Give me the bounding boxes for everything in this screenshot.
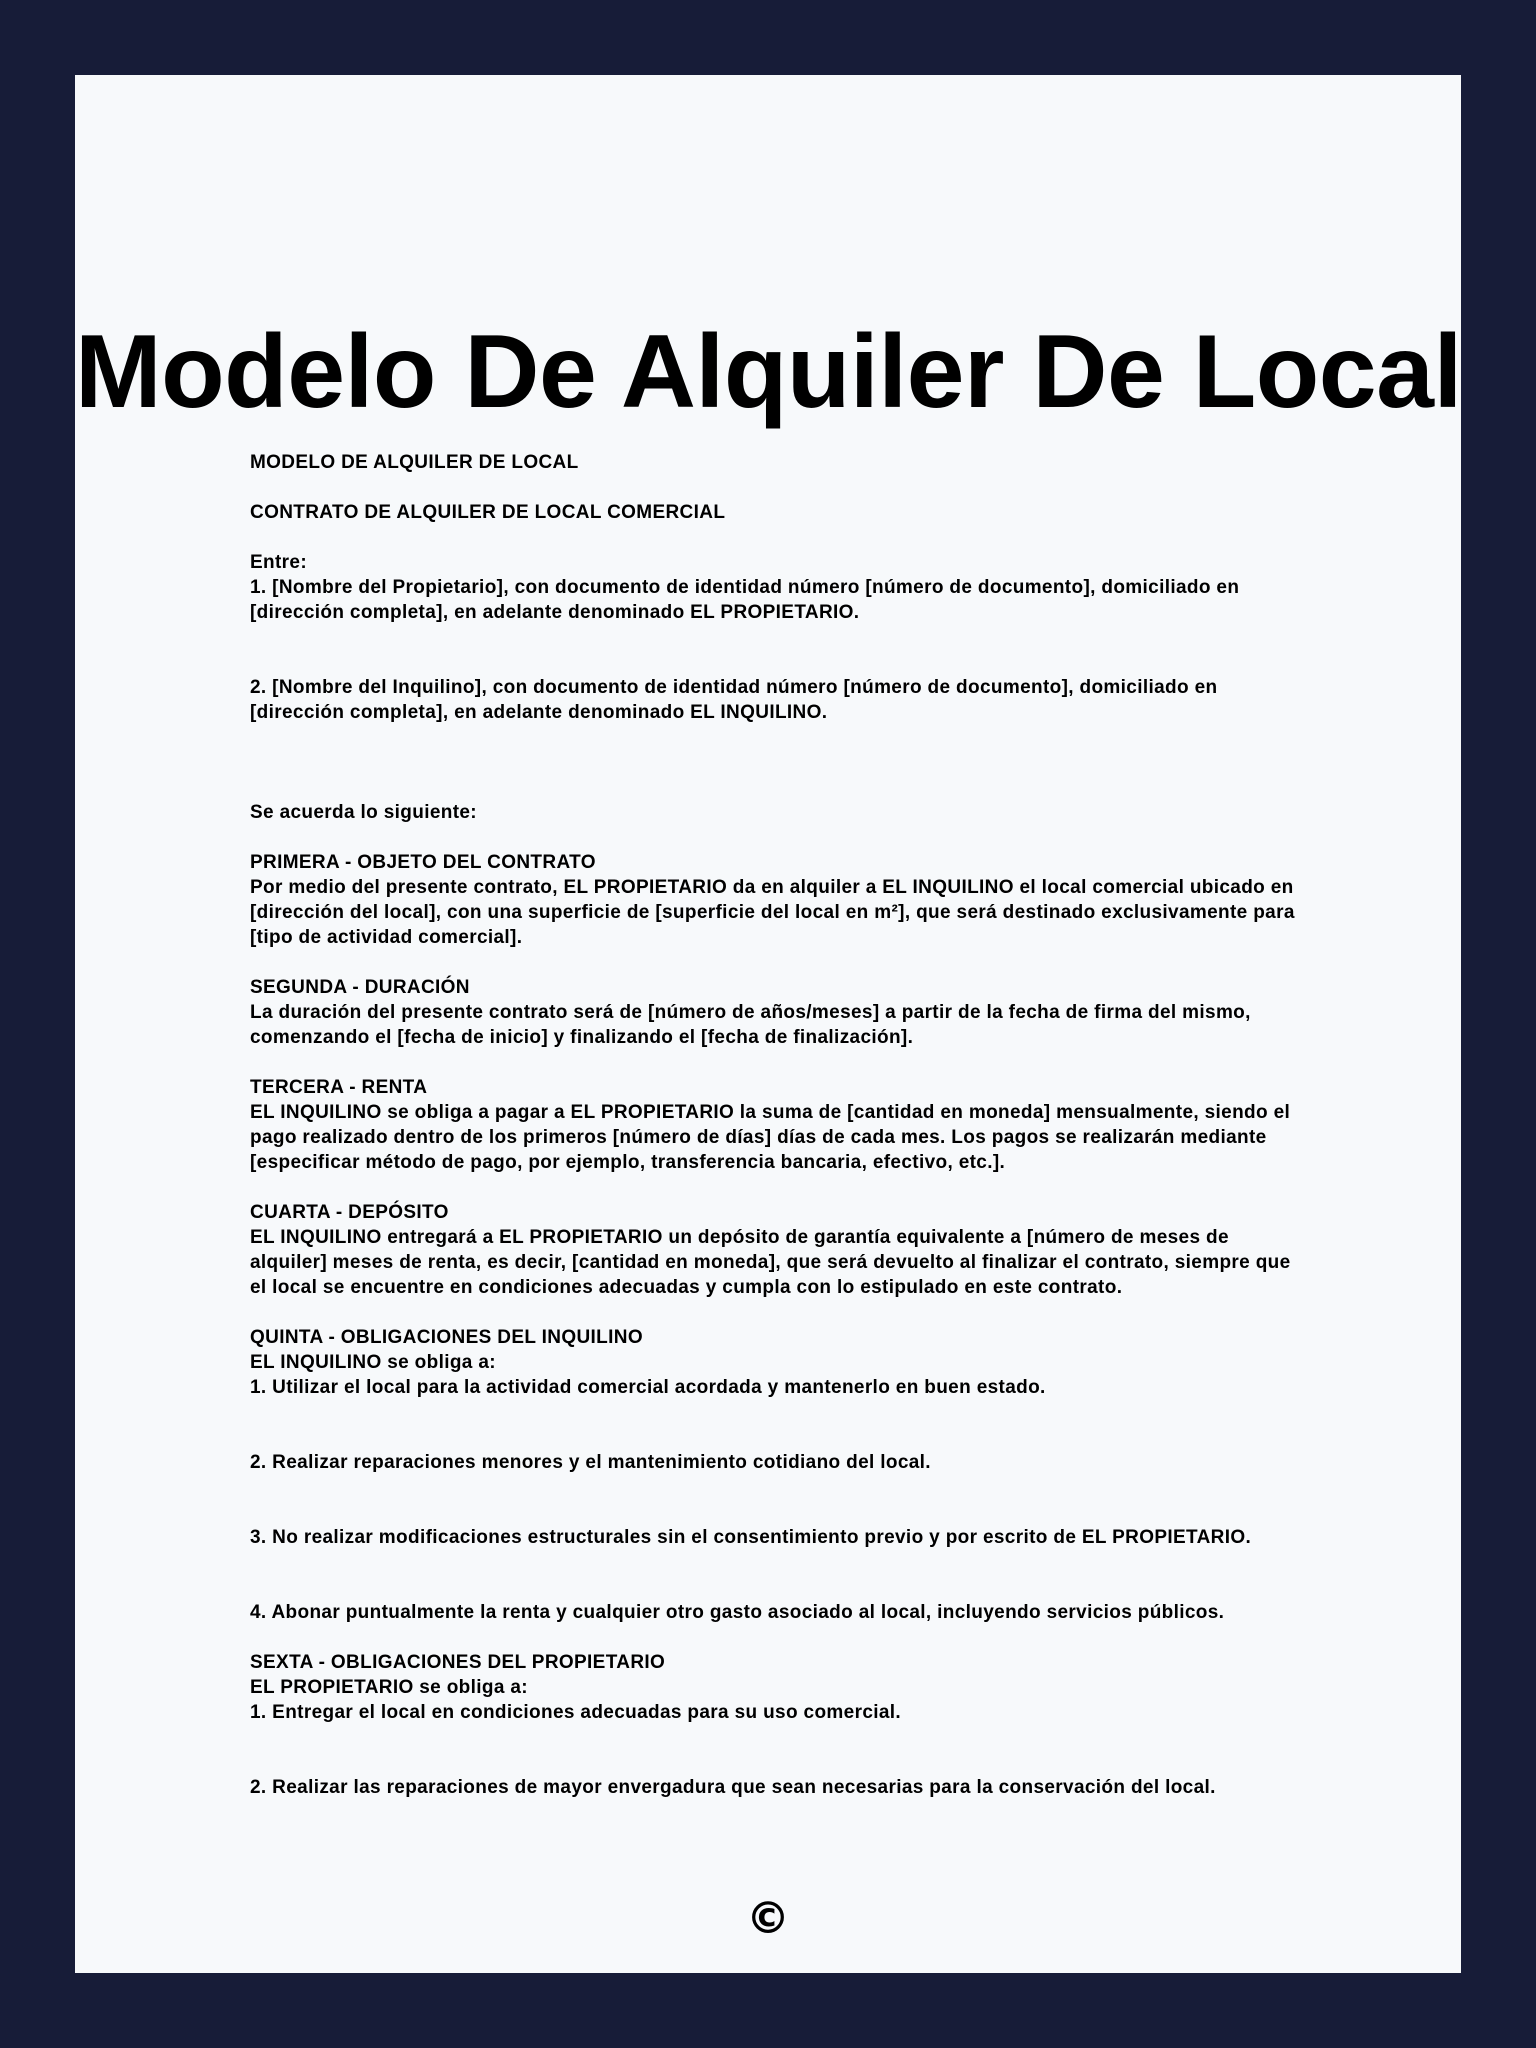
document-page: [75, 75, 1461, 1973]
clause-quinta-item: 3. No realizar modificaciones estructurales sin el consentimiento previo y por escrito de EL PROPIETARIO.: [250, 1527, 1252, 1548]
clause-sexta-item: 1. Entregar el local en condiciones adecuadas para su uso comercial.: [250, 1702, 902, 1723]
document-heading: MODELO DE ALQUILER DE LOCAL: [250, 452, 579, 473]
party-owner: 1. [Nombre del Propietario], con documento de identidad número [número de documento], domiciliado en [dirección completa], en adelante denominado EL PROPIETARIO.: [250, 577, 1240, 623]
clause-segunda-text: La duración del presente contrato será de [número de años/meses] a partir de la fecha de firma del mismo, comenzando el [fecha de inicio] y finalizando el [fecha de finalización].: [250, 1002, 1251, 1048]
clause-tercera-heading: TERCERA - RENTA: [250, 1077, 428, 1098]
clause-quinta-item: 2. Realizar reparaciones menores y el mantenimiento cotidiano del local.: [250, 1452, 931, 1473]
clause-cuarta-text: EL INQUILINO entregará a EL PROPIETARIO un depósito de garantía equivalente a [número de meses de alquiler] meses de renta, es decir, [cantidad en moneda], que será devuelto al finalizar el contrato, siempre que el local se encuentre en condiciones adecuadas y cumpla con lo estipulado en este contrato.: [250, 1227, 1291, 1298]
clause-segunda-heading: SEGUNDA - DURACIÓN: [250, 977, 470, 998]
clause-quinta-heading: QUINTA - OBLIGACIONES DEL INQUILINO: [250, 1327, 643, 1348]
agreed-intro: Se acuerda lo siguiente:: [250, 802, 477, 823]
contract-body: [250, 450, 1310, 1800]
clause-tercera-text: EL INQUILINO se obliga a pagar a EL PROPIETARIO la suma de [cantidad en moneda] mensualmente, siendo el pago realizado dentro de los primeros [número de días] días de cada mes. Los pagos se realizarán mediante [especificar método de pago, por ejemplo, transferencia bancaria, efectivo, etc.].: [250, 1102, 1291, 1173]
clause-quinta-item: 4. Abonar puntualmente la renta y cualquier otro gasto asociado al local, incluyendo servicios públicos.: [250, 1602, 1225, 1623]
clause-cuarta-heading: CUARTA - DEPÓSITO: [250, 1202, 449, 1223]
copyright-icon: ©: [746, 1893, 790, 1944]
parties-intro: Entre:: [250, 552, 307, 573]
clause-primera-text: Por medio del presente contrato, EL PROPIETARIO da en alquiler a EL INQUILINO el local comercial ubicado en [dirección del local], con una superficie de [superficie del local en m²], que será destinado exclusivamente para [tipo de actividad comercial].: [250, 877, 1295, 948]
clause-sexta-intro: EL PROPIETARIO se obliga a:: [250, 1677, 528, 1698]
clause-quinta-intro: EL INQUILINO se obliga a:: [250, 1352, 496, 1373]
page-title: Modelo De Alquiler De Local: [75, 314, 1462, 430]
clause-sexta-heading: SEXTA - OBLIGACIONES DEL PROPIETARIO: [250, 1652, 666, 1673]
clause-sexta-item: 2. Realizar las reparaciones de mayor envergadura que sean necesarias para la conservación del local.: [250, 1777, 1216, 1798]
party-tenant: 2. [Nombre del Inquilino], con documento de identidad número [número de documento], domiciliado en [dirección completa], en adelante denominado EL INQUILINO.: [250, 677, 1218, 723]
clause-quinta-item: 1. Utilizar el local para la actividad comercial acordada y mantenerlo en buen estado.: [250, 1377, 1046, 1398]
clause-primera-heading: PRIMERA - OBJETO DEL CONTRATO: [250, 852, 596, 873]
contract-title: CONTRATO DE ALQUILER DE LOCAL COMERCIAL: [250, 502, 726, 523]
